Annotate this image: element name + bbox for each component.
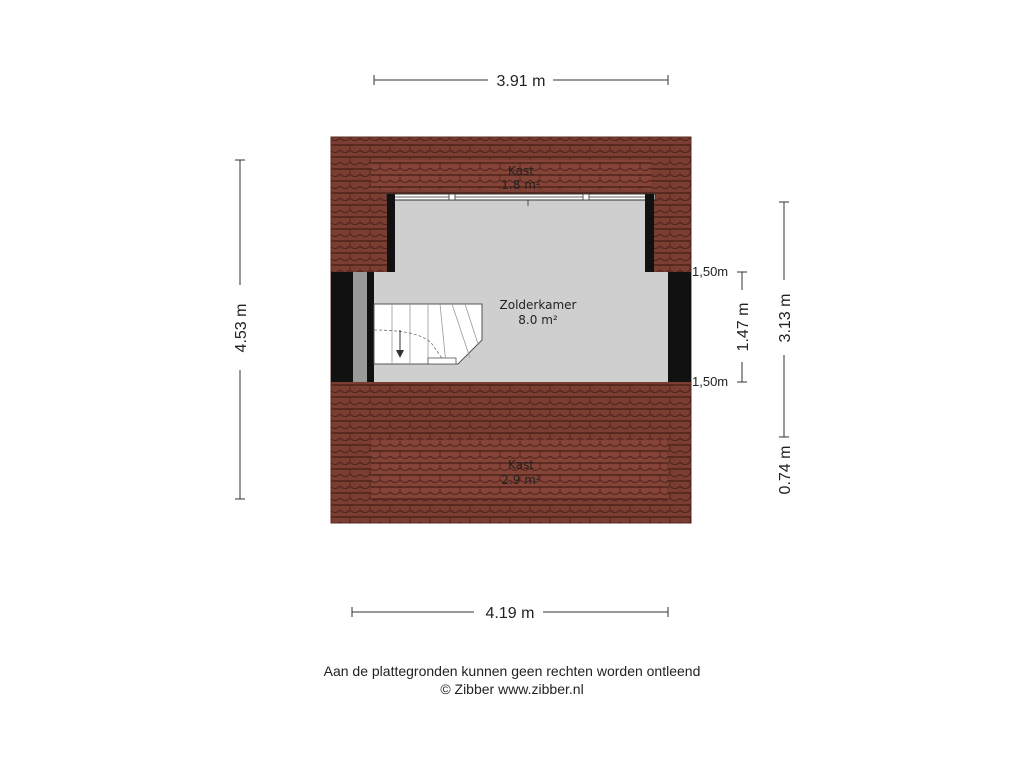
dimension-right-outer (777, 202, 794, 494)
dimension-left-label: 4.53 m (233, 303, 250, 353)
dimension-right-inner-label: 1.47 m (735, 302, 752, 352)
zolderkamer-area: 8.0 m² (518, 313, 558, 327)
height-marker-lower: 1,50m (692, 374, 729, 389)
dimension-top-label: 3.91 m (496, 73, 546, 90)
dimension-bottom (352, 605, 668, 622)
dimension-left (233, 160, 250, 499)
dimension-top (374, 73, 668, 90)
kast-top-name: Kast (508, 164, 534, 178)
disclaimer-text: Aan de plattegronden kunnen geen rechten worden ontleend (323, 663, 701, 679)
dimension-bottom-label: 4.19 m (485, 605, 535, 622)
copyright-text: © Zibber www.zibber.nl (440, 681, 584, 697)
kast-top-area: 1.8 m² (501, 178, 541, 192)
dimension-right-inner (692, 264, 752, 389)
dimension-right-lower-label: 0.74 m (777, 445, 794, 495)
dimension-right-total-label: 3.13 m (777, 293, 794, 343)
kast-bottom-area: 2.9 m² (501, 473, 541, 487)
kast-bottom-name: Kast (508, 458, 534, 472)
zolderkamer-name: Zolderkamer (499, 298, 577, 312)
height-marker-upper: 1,50m (692, 264, 729, 279)
staircase (374, 304, 482, 364)
